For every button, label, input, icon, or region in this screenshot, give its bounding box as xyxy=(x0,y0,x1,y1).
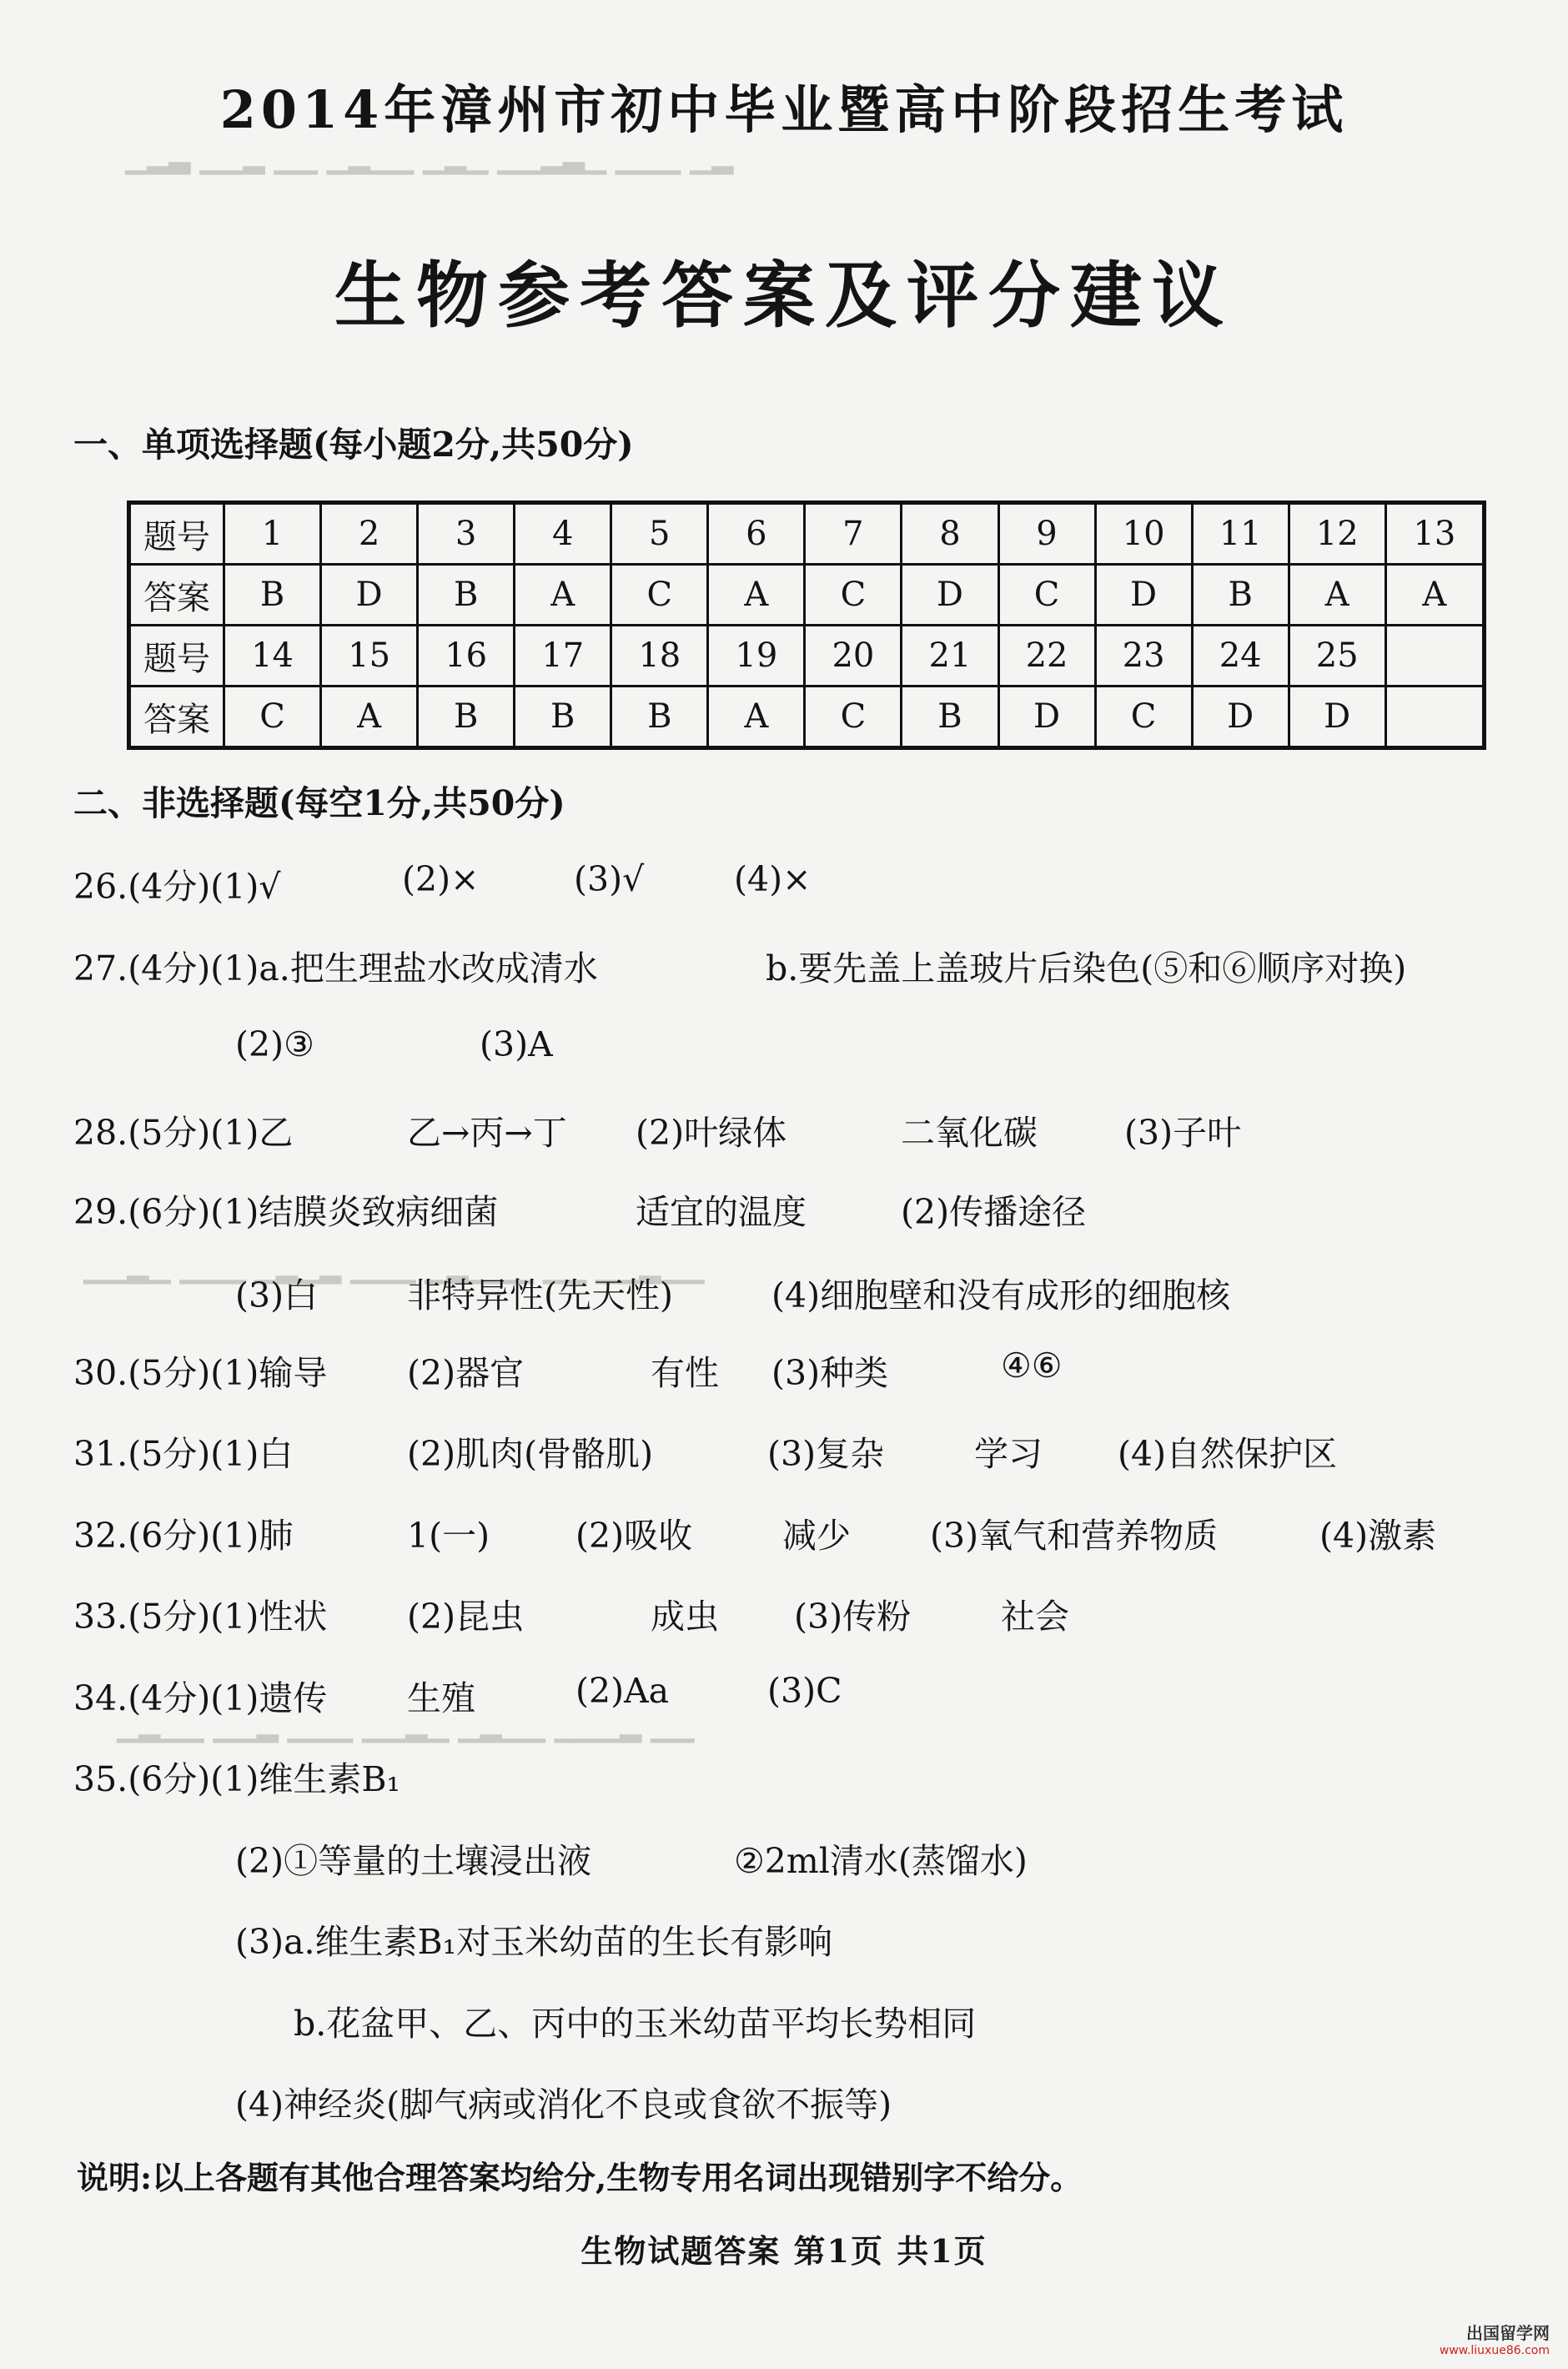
row-label-answer: 答案 xyxy=(129,687,224,748)
question-number: 23 xyxy=(1095,626,1192,687)
answer-cell: D xyxy=(902,565,998,626)
answer-cell: A xyxy=(1289,565,1385,626)
answer-segment: (3)白 xyxy=(235,1275,319,1315)
answer-segment: 有性 xyxy=(651,1353,719,1393)
answer-cell: B xyxy=(515,687,611,748)
question-number: 5 xyxy=(611,503,708,565)
watermark-site-name: 出国留学网 xyxy=(1466,2323,1550,2343)
answer-cell: C xyxy=(805,687,902,748)
answer-cell: B xyxy=(224,565,321,626)
question-number: 18 xyxy=(611,626,708,687)
answer-segment: (4)细胞壁和没有成形的细胞核 xyxy=(771,1275,1231,1315)
question-number: 20 xyxy=(805,626,902,687)
answer-cell: A xyxy=(708,687,805,748)
answer-cell: D xyxy=(321,565,418,626)
question-number: 3 xyxy=(418,503,515,565)
bleed-through-texture: ▁▂▁▁ ▁▁▂ ▁▁▁ ▁▁▂▁ ▁▂▁▁ ▁▁▁▂ ▁▁ xyxy=(117,1710,695,1743)
answer-segment: (3)种类 xyxy=(771,1353,889,1393)
answer-segment: 28.(5分)(1)乙 xyxy=(73,1113,294,1153)
answer-segment: 减少 xyxy=(782,1516,851,1556)
answer-segment: b.要先盖上盖玻片后染色(⑤和⑥顺序对换) xyxy=(766,948,1407,988)
answer-cell: D xyxy=(1192,687,1289,748)
answer-cell: B xyxy=(611,687,708,748)
answer-segment: 33.(5分)(1)性状 xyxy=(73,1597,328,1637)
question-number: 22 xyxy=(998,626,1095,687)
question-number: 1 xyxy=(224,503,321,565)
answer-segment: 成虫 xyxy=(651,1597,719,1637)
question-number: 21 xyxy=(902,626,998,687)
empty-cell xyxy=(1385,687,1484,748)
answer-segment: 29.(6分)(1)结膜炎致病细菌 xyxy=(73,1192,499,1232)
answer-segment: 社会 xyxy=(1001,1597,1069,1637)
multiple-choice-answer-table xyxy=(127,500,1486,750)
answer-segment: (2)Aa xyxy=(575,1671,670,1711)
question-number: 19 xyxy=(708,626,805,687)
answer-segment: 35.(6分)(1)维生素B₁ xyxy=(73,1759,400,1799)
answer-segment: (2)叶绿体 xyxy=(636,1113,787,1153)
answer-segment: 34.(4分)(1)遗传 xyxy=(73,1678,328,1718)
row-label-question-number: 题号 xyxy=(129,503,224,565)
question-number: 13 xyxy=(1385,503,1484,565)
answer-segment: (3)复杂 xyxy=(767,1434,885,1474)
table-row xyxy=(129,503,1485,565)
answer-cell: A xyxy=(515,565,611,626)
row-label-question-number: 题号 xyxy=(129,626,224,687)
question-number: 7 xyxy=(805,503,902,565)
answer-cell: D xyxy=(1289,687,1385,748)
site-watermark xyxy=(1440,2320,1550,2357)
answer-segment: (2)昆虫 xyxy=(407,1597,525,1637)
answer-segment: 非特异性(先天性) xyxy=(407,1275,673,1315)
answer-cell: A xyxy=(708,565,805,626)
answer-segment: 学习 xyxy=(974,1434,1043,1474)
question-number: 4 xyxy=(515,503,611,565)
answer-segment: (4)自然保护区 xyxy=(1118,1434,1338,1474)
answer-segment: 二氧化碳 xyxy=(901,1113,1038,1153)
question-number: 10 xyxy=(1095,503,1192,565)
answer-segment: 31.(5分)(1)白 xyxy=(73,1434,294,1474)
answer-segment: (4)× xyxy=(734,859,812,899)
answer-segment: ④⑥ xyxy=(1001,1345,1063,1386)
bleed-through-texture: ▁▁▂▁ ▁▁▁ ▁▂▁▂ ▁▁▁ ▁▂▁▁▁ ▁▁ ▁▁▂▁▁ xyxy=(83,1251,705,1285)
answer-cell: B xyxy=(418,687,515,748)
table-row xyxy=(129,687,1485,748)
question-number: 14 xyxy=(224,626,321,687)
question-number: 17 xyxy=(515,626,611,687)
question-number: 16 xyxy=(418,626,515,687)
question-number: 25 xyxy=(1289,626,1385,687)
answer-segment: (2)①等量的土壤浸出液 xyxy=(235,1841,592,1881)
answer-segment: 1(一) xyxy=(407,1516,490,1556)
answer-cell: A xyxy=(1385,565,1484,626)
answer-segment: (3)√ xyxy=(574,859,645,899)
answer-cell: D xyxy=(998,687,1095,748)
document-subtitle: 生物参考答案及评分建议 xyxy=(334,254,1234,338)
answer-segment: 32.(6分)(1)肺 xyxy=(73,1516,294,1556)
empty-cell xyxy=(1385,626,1484,687)
answer-segment: 适宜的温度 xyxy=(636,1192,807,1232)
answer-segment: (2)吸收 xyxy=(575,1516,693,1556)
answer-segment: (3)C xyxy=(767,1671,842,1711)
question-number: 15 xyxy=(321,626,418,687)
answer-cell: B xyxy=(1192,565,1289,626)
answer-segment: (3)A xyxy=(480,1024,553,1064)
answer-segment: ②2ml清水(蒸馏水) xyxy=(734,1841,1028,1881)
question-number: 24 xyxy=(1192,626,1289,687)
exam-title: 2014年漳州市初中毕业暨高中阶段招生考试 xyxy=(219,79,1349,140)
answer-segment: 26.(4分)(1)√ xyxy=(73,867,281,907)
answer-segment: (4)激素 xyxy=(1319,1516,1437,1556)
answer-cell: A xyxy=(321,687,418,748)
answer-segment: 27.(4分)(1)a.把生理盐水改成清水 xyxy=(73,948,598,988)
answer-segment: (3)a.维生素B₁对玉米幼苗的生长有影响 xyxy=(235,1922,833,1962)
answer-segment: (2)× xyxy=(402,859,480,899)
answer-cell: C xyxy=(611,565,708,626)
answer-segment: (2)传播途径 xyxy=(901,1192,1087,1232)
answer-cell: B xyxy=(902,687,998,748)
answer-cell: C xyxy=(1095,687,1192,748)
answer-cell: C xyxy=(224,687,321,748)
table-row xyxy=(129,626,1485,687)
answer-segment: 乙→丙→丁 xyxy=(407,1113,567,1153)
answer-cell: D xyxy=(1095,565,1192,626)
watermark-url: www.liuxue86.com xyxy=(1439,2344,1550,2357)
answer-segment: (2)器官 xyxy=(407,1353,525,1393)
question-number: 8 xyxy=(902,503,998,565)
answer-cell: C xyxy=(998,565,1095,626)
part2-heading: 二、非选择题(每空1分,共50分) xyxy=(73,783,565,823)
answer-segment: (3)氧气和营养物质 xyxy=(930,1516,1219,1556)
part1-heading: 一、单项选择题(每小题2分,共50分) xyxy=(73,425,634,465)
answer-segment: (2)肌肉(骨骼肌) xyxy=(407,1434,654,1474)
bleed-through-texture: ▁▂▃ ▁▁▂ ▁▁ ▁▂▁▁ ▁▂▁ ▁▁▂▃▁ ▁▁▁ ▁▂ xyxy=(125,142,734,175)
page-footer: 生物试题答案 第1页 共1页 xyxy=(580,2232,988,2270)
answer-segment: 生殖 xyxy=(407,1678,475,1718)
question-number: 12 xyxy=(1289,503,1385,565)
grading-note: 说明:以上各题有其他合理答案均给分,生物专用名词出现错别字不给分。 xyxy=(77,2159,1083,2196)
table-row xyxy=(129,565,1485,626)
answer-segment: b.花盆甲、乙、丙中的玉米幼苗平均长势相同 xyxy=(294,2004,977,2044)
question-number: 9 xyxy=(998,503,1095,565)
answer-segment: (3)子叶 xyxy=(1124,1113,1242,1153)
answer-cell: B xyxy=(418,565,515,626)
answer-segment: (2)③ xyxy=(235,1024,314,1064)
row-label-answer: 答案 xyxy=(129,565,224,626)
question-number: 6 xyxy=(708,503,805,565)
answer-cell: C xyxy=(805,565,902,626)
answer-segment: (4)神经炎(脚气病或消化不良或食欲不振等) xyxy=(235,2085,892,2125)
question-number: 2 xyxy=(321,503,418,565)
answer-segment: (3)传粉 xyxy=(794,1597,912,1637)
answer-segment: 30.(5分)(1)输导 xyxy=(73,1353,328,1393)
question-number: 11 xyxy=(1192,503,1289,565)
